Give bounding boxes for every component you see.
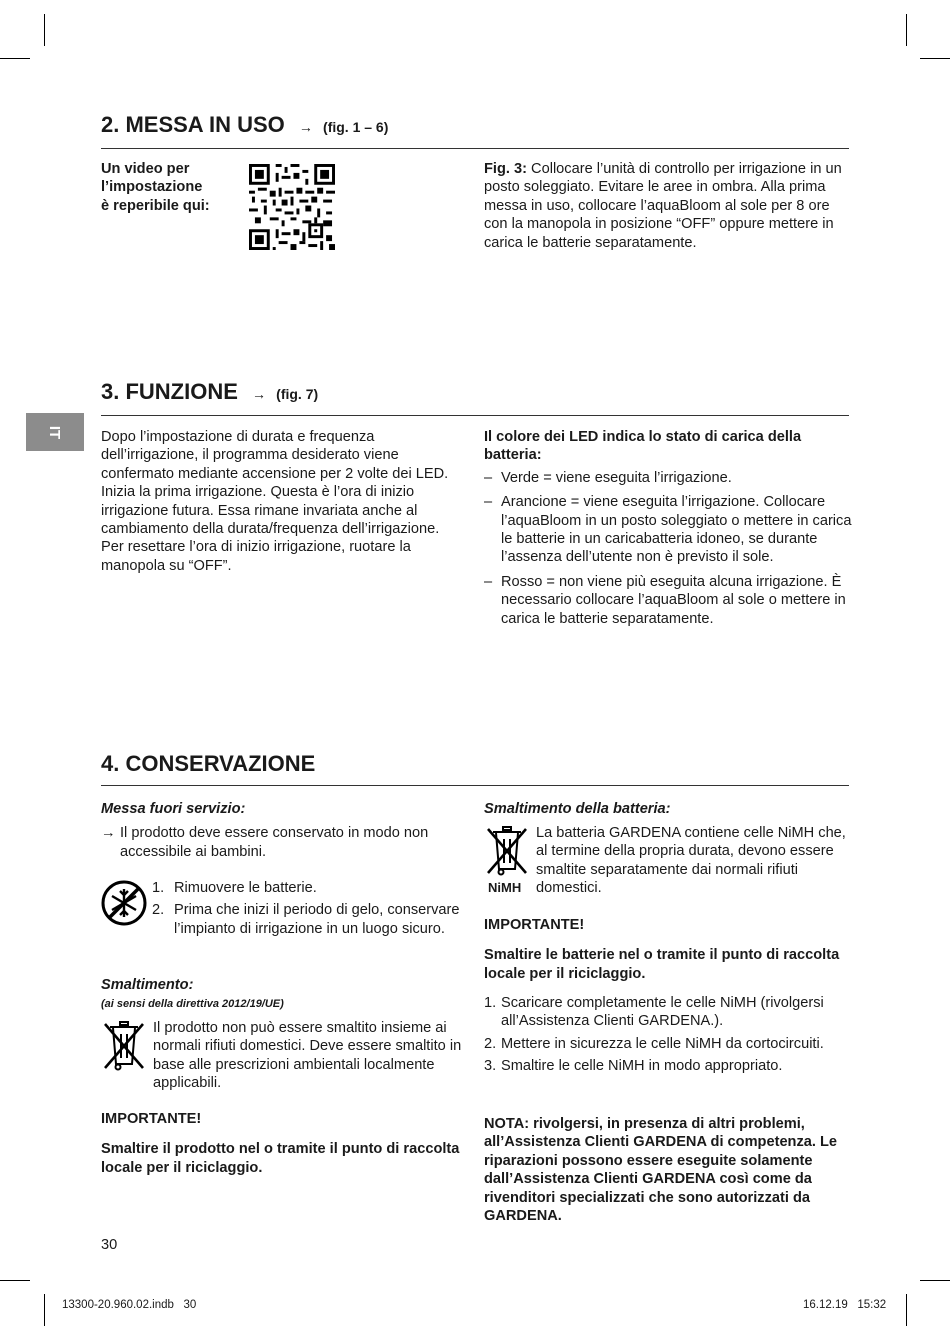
footer-file: 13300-20.960.02.indb 30	[62, 1299, 197, 1311]
section-3-figure-ref: (fig. 7)	[276, 386, 319, 402]
footer-date: 16.12.19 15:32	[803, 1299, 887, 1311]
led-block	[484, 428, 852, 634]
messa-heading: Messa fuori servizio:	[101, 801, 246, 817]
importante-left-text: Smaltire il prodotto nel o tramite il punto di raccolta locale per il riciclaggio.	[101, 1141, 460, 1176]
crop-mark	[0, 58, 30, 59]
led-item-green: Verde = viene eseguita l’irrigazione.	[501, 469, 732, 486]
list-item: 2. Mettere in sicurezza le celle NiMH da cortocircuiti.	[484, 1035, 824, 1052]
arrow-icon: →	[101, 825, 116, 842]
led-heading: Il colore dei LED indica lo stato di carica della batteria:	[484, 429, 802, 464]
arrow-icon: →	[298, 119, 313, 135]
list-item: – Verde = viene eseguita l’irrigazione.	[484, 469, 732, 486]
list-item: – Arancione = viene eseguita l’irrigazione. Collocare l’aquaBloom in un posto soleggiato o mettere in carica le batterie in un caricabatteria idoneo, se durante l’assenza dell’utente non è previsto il sole.	[484, 494, 852, 566]
video-text	[101, 160, 241, 215]
smaltimento-heading: Smaltimento:	[101, 977, 194, 993]
led-item-orange: Arancione = viene eseguita l’irrigazione. Collocare l’aquaBloom in un posto soleggiato o mettere in carica le batterie in un caricabatteria idoneo, se durante l’assenza dell’utente non è previsto il sole.	[501, 494, 852, 566]
list-item: – Rosso = non viene più eseguita alcuna irrigazione. È necessario collocare l’aquaBloom al sole o mettere in carica le batterie separatamente.	[484, 573, 852, 628]
fig3-text: Collocare l’unità di controllo per irrigazione in un posto soleggiato. Evitare le aree in ombra. Alla prima messa in uso, collocare l’aquaBloom al sole per 8 ore con la manopola in posizione “OFF” oppure mettere in carica le batterie separatamente.	[484, 161, 842, 251]
language-tab-label: IT	[46, 425, 64, 439]
section-2-title: 2. MESSA IN USO	[101, 112, 285, 137]
list-item: 2. Prima che inizi il periodo di gelo, conservare l’impianto di irrigazione in un luogo sicuro.	[152, 901, 464, 938]
importante-right-heading: IMPORTANTE!	[484, 917, 585, 933]
language-tab	[26, 413, 84, 451]
no-frost-icon	[101, 880, 147, 926]
messa-step-1: Rimuovere le batterie.	[174, 880, 317, 896]
fig3-label: Fig. 3:	[484, 161, 527, 177]
importante-right-block	[484, 916, 852, 983]
crossed-bin-icon	[484, 825, 530, 877]
messa-arrow-text: Il prodotto deve essere conservato in modo non accessibile ai bambini.	[120, 825, 429, 860]
battery-heading: Smaltimento della batteria:	[484, 801, 671, 817]
video-text-line: l’impostazione	[101, 179, 203, 196]
crop-mark	[906, 14, 907, 46]
crop-mark	[44, 14, 45, 46]
section-3-heading	[101, 379, 849, 416]
list-item: 1. Rimuovere le batterie.	[152, 880, 317, 896]
arrow-note	[101, 824, 466, 861]
crop-mark	[0, 1280, 30, 1281]
qr-code[interactable]	[249, 164, 335, 250]
battery-steps	[484, 994, 852, 1080]
fig3-paragraph	[484, 160, 852, 252]
video-text-line: Un video per	[101, 161, 190, 177]
crossed-bin-icon	[101, 1020, 147, 1072]
list-item: 3. Smaltire le celle NiMH in modo appropriato.	[484, 1058, 783, 1075]
smaltimento-block	[101, 976, 466, 1012]
section-2-heading	[101, 112, 849, 149]
messa-step-2: Prima che inizi il periodo di gelo, conservare l’impianto di irrigazione in un luogo sicuro.	[174, 902, 460, 937]
smaltimento-text: Il prodotto non può essere smaltito insieme ai normali rifiuti domestici. Deve essere smaltito in base alle prescrizioni ambientali localmente applicabili.	[153, 1020, 462, 1092]
smaltimento-directive: (ai sensi della direttiva 2012/19/UE)	[101, 998, 284, 1011]
storage-left-column	[101, 800, 466, 861]
crop-mark	[920, 58, 950, 59]
crop-mark	[920, 1280, 950, 1281]
messa-steps	[152, 879, 464, 942]
importante-left-block	[101, 1110, 466, 1177]
page-number: 30	[101, 1237, 118, 1253]
crop-mark	[906, 1294, 907, 1326]
section-4-heading	[101, 751, 849, 786]
video-text-line: è reperibile qui:	[101, 197, 210, 214]
nota-paragraph: NOTA: rivolgersi, in presenza di altri problemi, all’Assistenza Clienti GARDENA di competenza. Le riparazioni possono essere eseguite solamente dall’Assistenza Clienti GARDENA così come da rivenditori specializzati che sono autorizzati da GARDENA.	[484, 1116, 838, 1225]
arrow-icon: →	[252, 386, 267, 402]
list-item: 1. Scaricare completamente le celle NiMH (rivolgersi all’Assistenza Clienti GARDENA.).	[484, 994, 852, 1031]
battery-text: La batteria GARDENA contiene celle NiMH che, al termine della propria durata, devono essere smaltite separatamente dai normali rifiuti domestici.	[536, 825, 846, 897]
section-4-title: 4. CONSERVAZIONE	[101, 751, 316, 776]
section-2-figure-ref: (fig. 1 – 6)	[323, 119, 389, 135]
importante-right-text: Smaltire le batterie nel o tramite il punto di raccolta locale per il riciclaggio.	[484, 947, 840, 982]
battery-step-1: Scaricare completamente le celle NiMH (rivolgersi all’Assistenza Clienti GARDENA.).	[501, 995, 824, 1030]
led-item-red: Rosso = non viene più eseguita alcuna irrigazione. È necessario collocare l’aquaBloom al sole o mettere in carica le batterie separatamente.	[501, 573, 846, 627]
crop-mark	[44, 1294, 45, 1326]
battery-step-2: Mettere in sicurezza le celle NiMH da cortocircuiti.	[501, 1035, 824, 1052]
nimh-label: NiMH	[488, 880, 522, 895]
battery-heading-block	[484, 800, 852, 818]
importante-left-heading: IMPORTANTE!	[101, 1111, 202, 1127]
battery-step-3: Smaltire le celle NiMH in modo appropriato.	[501, 1058, 783, 1075]
section-3-title: 3. FUNZIONE	[101, 379, 238, 404]
function-paragraph: Dopo l’impostazione di durata e frequenza dell’irrigazione, il programma desiderato viene confermato mediante accensione per 2 volte dei LED. Inizia la prima irrigazione. Questa è l’ora di inizio irrigazione futura. Essa rimane invariata anche al cambiamento della durata/frequenza dell’irrigazione. Per resettare l’ora di inizio irrigazione, ruotare la manopola su “OFF”.	[101, 429, 449, 574]
